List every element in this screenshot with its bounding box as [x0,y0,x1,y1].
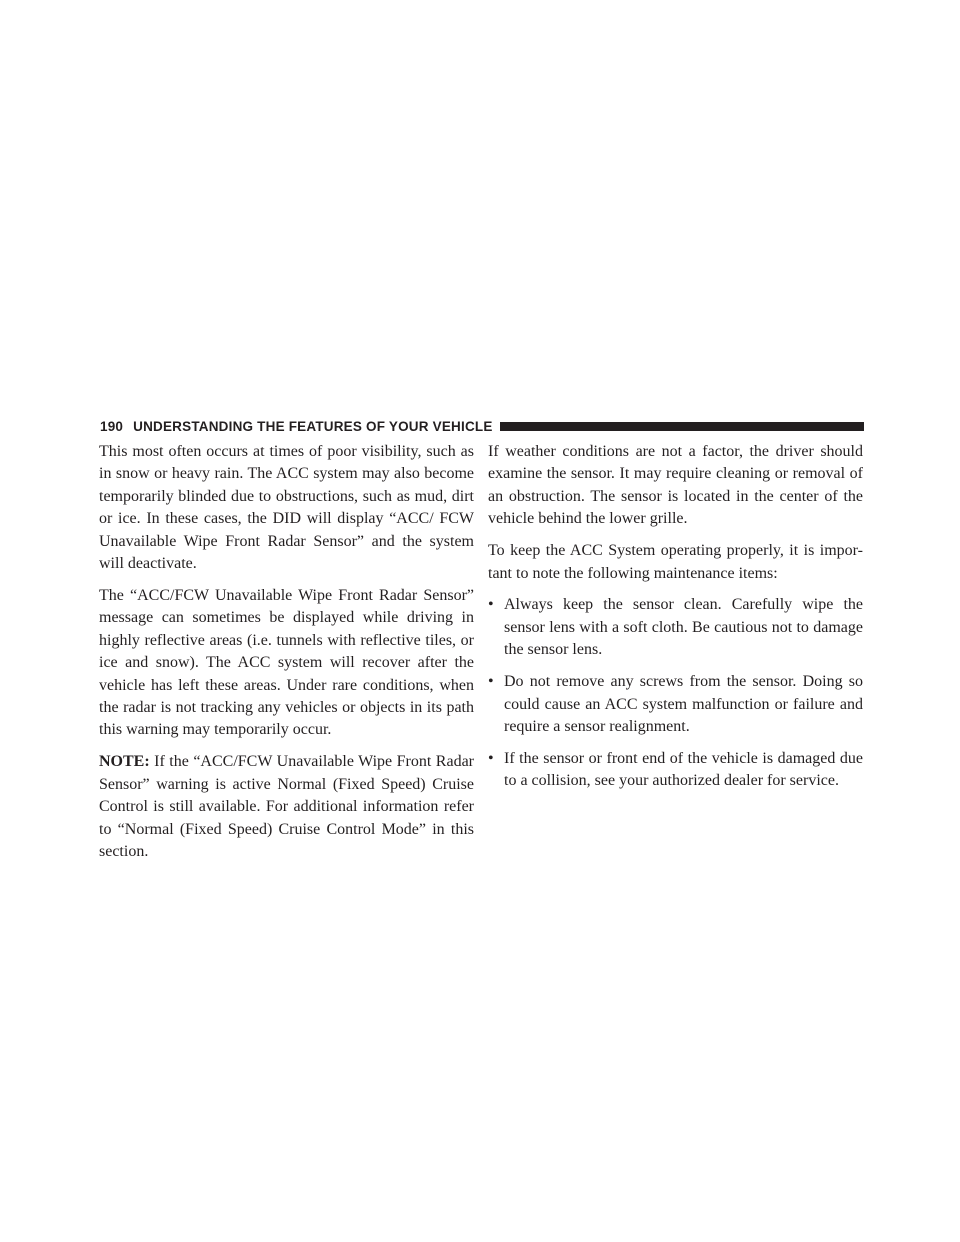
paragraph-reflective-areas: The “ACC/FCW Unavailable Wipe Front Radar Sensor” message can sometimes be displayed while driving in highly reflective areas (i.e. tunnels with reflective tiles, or ice and snow). The ACC system will recover after the vehicle has left these areas. Under rare conditions, when the radar is not tracking any vehicles or objects in its path this warning may temporarily occur. [99,586,474,739]
bullet-icon: • [488,673,494,691]
list-item-text: Do not remove any screws from the sensor. Doing so could cause an ACC system malfunction or failure and require a sensor realignment. [504,673,863,735]
header-rule [500,422,864,431]
note-text: If the “ACC/FCW Unavailable Wipe Front Radar Sensor” warning is active Normal (Fixed Speed) Cruise Control is still available. For additional information refer to “Normal (Fixed Speed) Cruise Control Mode” in this section. [99,753,474,860]
left-column [99,441,474,873]
list-item [488,748,863,793]
section-title: UNDERSTANDING THE FEATURES OF YOUR VEHICLE [133,418,493,434]
paragraph-poor-visibility: This most often occurs at times of poor visibility, such as in snow or heavy rain. The ACC system may also become temporarily blinded due to obstructions, such as mud, dirt or ice. In these cases, the DID will display “ACC/ FCW Unavailable Wipe Front Radar Sensor” and the system will deactivate. [99,443,474,573]
paragraph-examine-sensor: If weather conditions are not a factor, the driver should examine the sensor. It may require cleaning or removal of an obstruction. The sensor is located in the center of the vehicle behind the lower grille. [488,443,863,528]
paragraph-maintenance-intro: To keep the ACC System operating properly, it is impor- tant to note the following maintenance items: [488,542,863,582]
list-item-text: Always keep the sensor clean. Carefully wipe the sensor lens with a soft cloth. Be cautious not to damage the sensor lens. [504,596,863,659]
note-paragraph [99,751,474,863]
bullet-icon: • [488,749,494,767]
page-number: 190 [100,418,124,434]
list-item [488,594,863,661]
list-item [488,671,863,738]
bullet-icon: • [488,596,494,614]
list-item-text: If the sensor or front end of the vehicle is damaged due to a collision, see your authorized dealer for service. [504,749,863,790]
maintenance-list [488,594,863,792]
right-column [488,441,863,802]
page-header [100,415,864,437]
note-label: NOTE: [99,753,150,771]
